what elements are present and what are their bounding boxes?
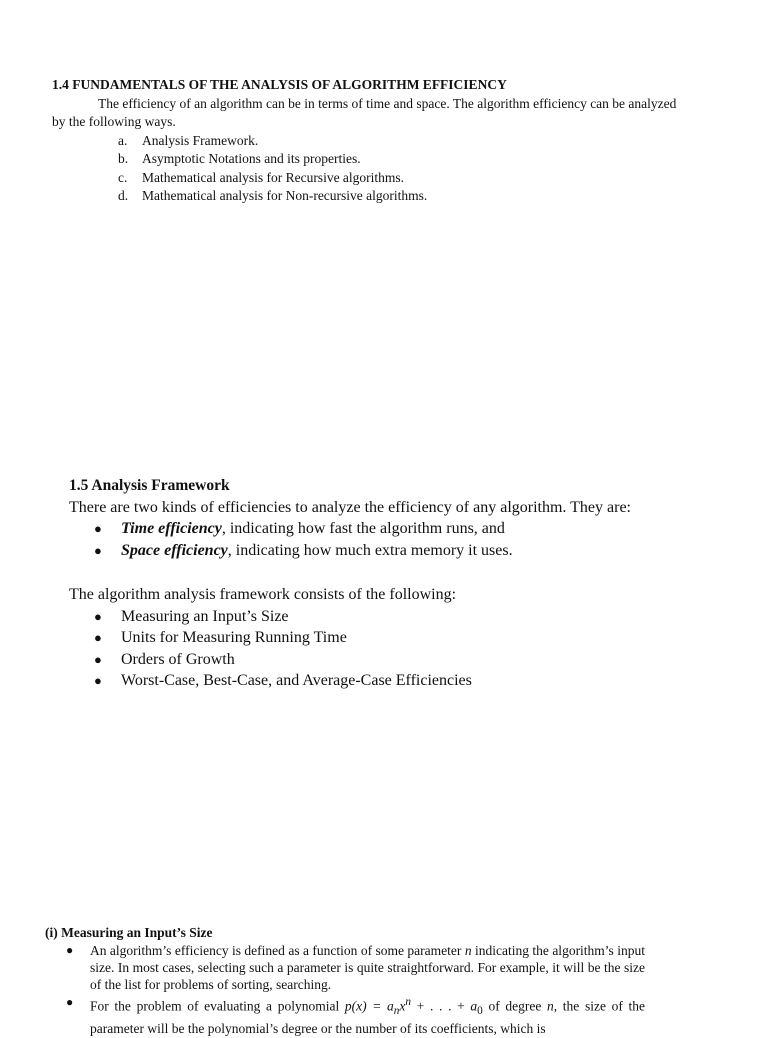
list-item-text: Measuring an Input’s Size	[121, 607, 289, 625]
list-item-text: Analysis Framework.	[142, 132, 259, 148]
efficiency-description: , indicating how much extra memory it uses.	[227, 541, 513, 559]
list-item-text	[121, 518, 505, 540]
list-item-text: Worst-Case, Best-Case, and Average-Case Efficiencies	[121, 672, 472, 689]
list-item	[94, 540, 729, 562]
text-run: For the problem of evaluating a polynomial	[90, 998, 345, 1014]
bullet-icon: ●	[94, 673, 102, 688]
math-variable: a	[470, 998, 478, 1014]
list-item-text: Mathematical analysis for Recursive algorithms.	[142, 169, 405, 185]
list-item	[66, 994, 645, 1037]
efficiency-analysis-ways-list	[52, 132, 692, 206]
list-item-text: Asymptotic Notations and its properties.	[142, 151, 361, 166]
list-item-text: Mathematical analysis for Non-recursive algorithms.	[142, 188, 428, 203]
math-superscript: n	[405, 996, 412, 1008]
input-size-bullets	[45, 942, 645, 1037]
math-subscript: 0	[477, 1005, 483, 1018]
math-variable: n	[547, 998, 554, 1014]
list-item	[118, 132, 692, 151]
text-run: indicating the algorithm’s input size. In most cases, selecting such a parameter is quite straightforward. For example, it will be the size of the list for problems of sorting, searching.	[90, 943, 645, 992]
list-item	[118, 150, 692, 169]
math-expression: p(x) = a	[344, 998, 394, 1014]
list-marker: b.	[118, 151, 129, 166]
list-item	[94, 649, 729, 671]
text-run: of degree	[482, 998, 547, 1014]
math-subscript: n	[393, 1005, 400, 1018]
section-intro-paragraph: There are two kinds of efficiencies to analyze the efficiency of any algorithm. They are:	[69, 498, 631, 516]
list-item	[94, 518, 729, 540]
math-variable: x	[399, 998, 406, 1014]
bullet-icon: ●	[94, 608, 102, 624]
text-run: An algorithm’s efficiency is defined as a function of some parameter	[90, 943, 465, 958]
list-item-text	[121, 540, 513, 562]
framework-components-list	[69, 606, 729, 692]
section-1-5	[69, 475, 729, 692]
bullet-icon: ●	[66, 943, 74, 957]
efficiency-kinds-list	[69, 518, 729, 561]
text-run: + . . . +	[411, 998, 471, 1014]
list-marker: d.	[118, 188, 129, 203]
list-item-text: Orders of Growth	[121, 650, 235, 668]
section-measuring-input-size	[45, 924, 645, 1038]
list-item-text: Units for Measuring Running Time	[121, 629, 347, 646]
section-intro-paragraph: The efficiency of an algorithm can be in terms of time and space. The algorithm efficiency can be analyzed by the following ways.	[52, 95, 677, 129]
list-item	[118, 169, 692, 188]
bullet-icon: ●	[94, 651, 102, 667]
list-item	[118, 187, 692, 206]
list-item	[94, 627, 729, 649]
list-item	[94, 606, 729, 628]
section-heading: 1.5 Analysis Framework	[69, 477, 230, 494]
math-variable: n	[464, 943, 472, 958]
section-1-4	[52, 76, 692, 206]
framework-intro-paragraph: The algorithm analysis framework consists of the following:	[69, 586, 457, 603]
text-run: , the size of the parameter will be the polynomial’s degree or the number of its coefficients, which is	[90, 998, 646, 1037]
bullet-icon: ●	[94, 542, 102, 558]
bullet-icon: ●	[94, 630, 102, 645]
efficiency-term: Time efficiency	[121, 520, 222, 537]
list-item	[66, 942, 645, 993]
efficiency-description: , indicating how fast the algorithm runs, and	[221, 520, 505, 537]
efficiency-term: Space efficiency	[121, 541, 228, 559]
list-marker: a.	[118, 132, 128, 148]
list-marker: c.	[118, 169, 128, 185]
list-item-text	[90, 994, 645, 1037]
section-heading: 1.4 FUNDAMENTALS OF THE ANALYSIS OF ALGORITHM EFFICIENCY	[52, 77, 507, 92]
subsection-heading: (i) Measuring an Input’s Size	[45, 925, 213, 940]
list-item-text	[90, 942, 645, 993]
bullet-icon: ●	[66, 995, 74, 1009]
list-item	[94, 670, 729, 692]
bullet-icon: ●	[94, 521, 102, 536]
